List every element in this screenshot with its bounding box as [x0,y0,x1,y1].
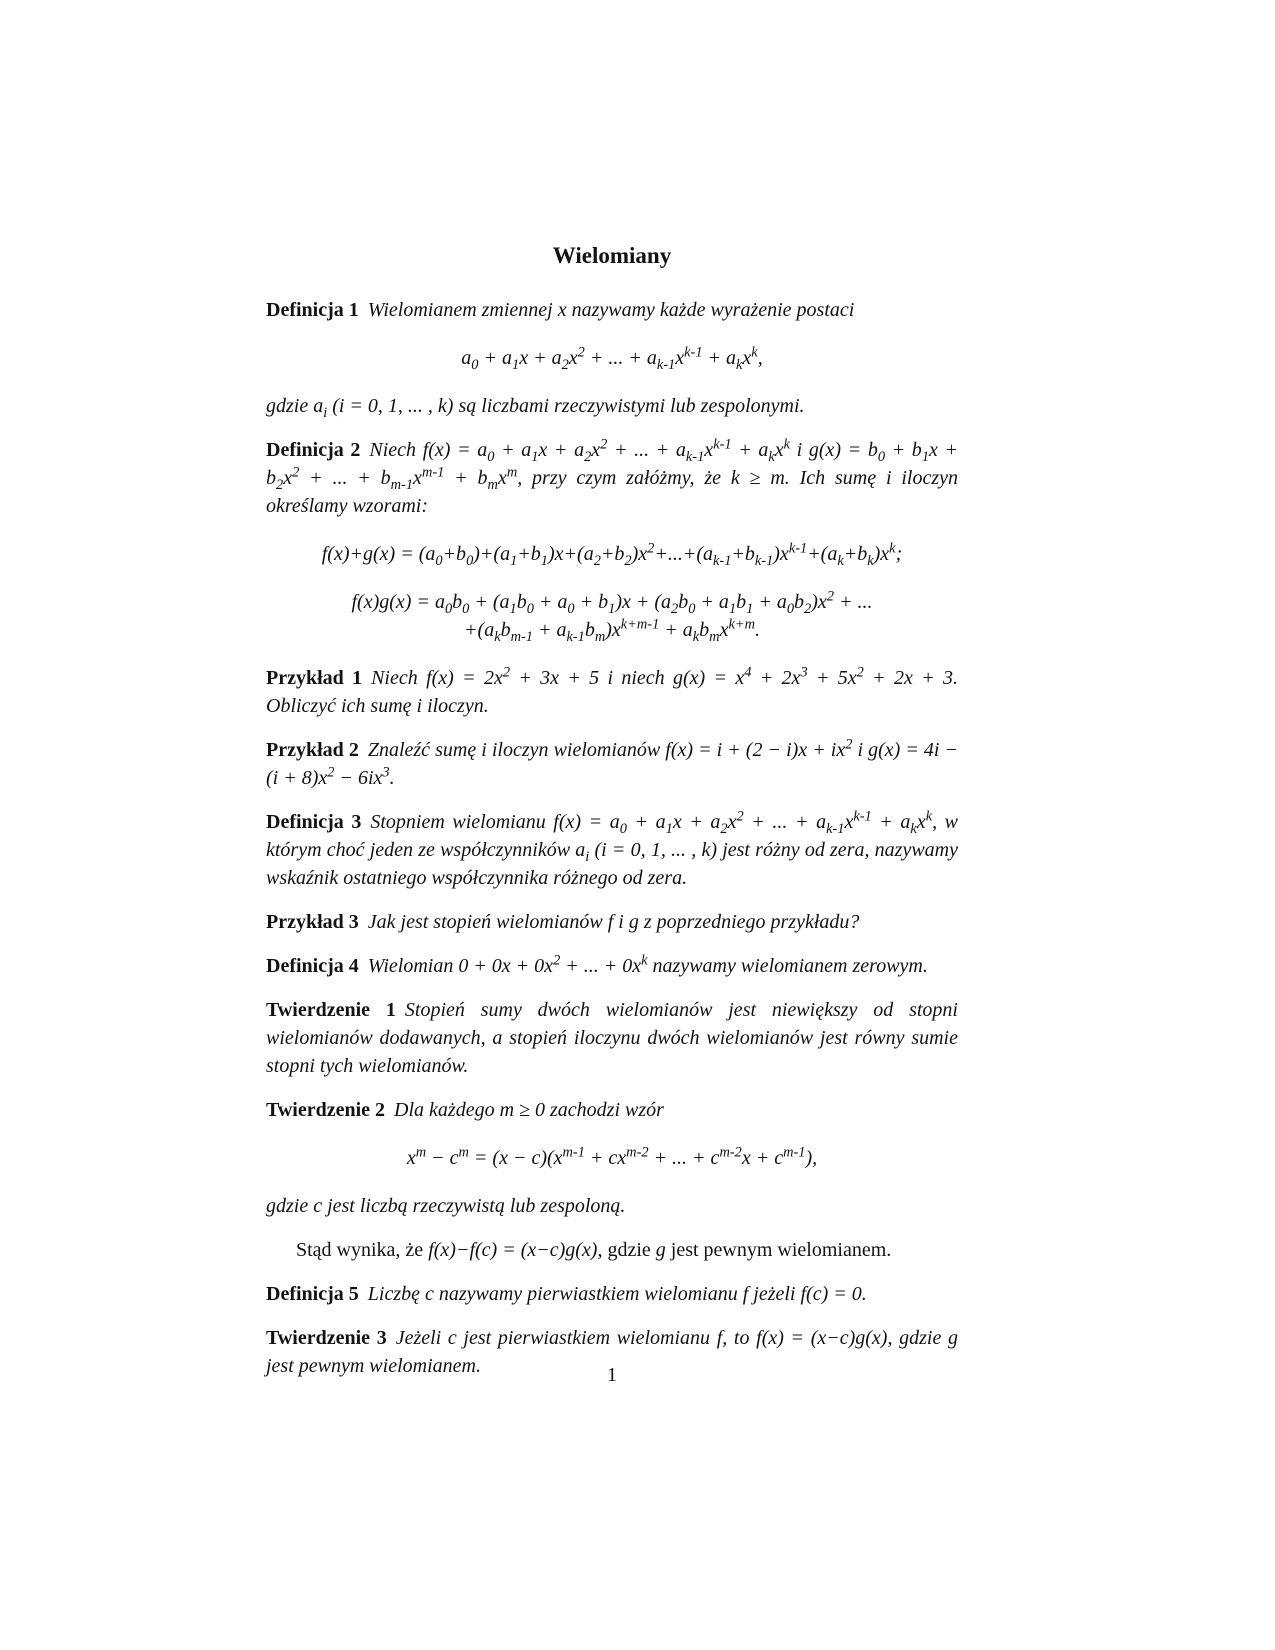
equation-line: $a_0 + a_1x + a_2x^2$ + ... + $a_{k-1}x^{k-1} + a_kx^k$, [461,344,763,373]
paragraph-label: Definicja 2 [266,439,361,461]
paragraph-label: Przykład 1 [266,667,363,689]
paragraph-label: Definicja 1 [266,299,359,321]
paragraph-text: Znaleźć sumę i iloczyn wielomianów $f(x) = i + (2 - i)x + ix^2$ i $g(x) = 4i - (i + 8)x^2 - 6ix^3$. [266,736,958,789]
paragraph-text: Niech $f(x) = 2x^2 + 3x + 5$ i niech $g(x) = x^4 + 2x^3 + 5x^2 + 2x + 3$. Obliczyć ich sumę i iloczyn. [266,664,959,717]
equation-line: $+(a_kb_{m-1} + a_{k-1}b_m)x^{k+m-1} + a_kb_mx^{k+m}$. [464,616,760,645]
document-blocks [266,296,958,1380]
paragraph [266,1192,958,1220]
paragraph-text: Stopień sumy dwóch wielomianów jest niewiększy od stopni wielomianów dodawanych, a stopień iloczynu dwóch wielomianów jest równy sumie stopni tych wielomianów. [266,999,958,1077]
display-equation [266,344,958,372]
paragraph-label: Przykład 2 [266,739,359,761]
paragraph-text: Niech $f(x) = a_0 + a_1x + a_2x^2$ + ... + $a_{k-1}x^{k-1} + a_kx^k$ i $g(x) = b_0 + b_1x + b_2x^2$ + ... + $b_{m-1}x^{m-1} + b_mx^m$, przy czym załóżmy, że k ≥ m. Ich sumę i iloczyn określamy wzorami: [266,436,959,517]
page-number: 1 [607,1364,617,1386]
paragraph-text: Wielomianem zmiennej x nazywamy każde wyrażenie postaci [367,299,855,321]
document-title: Wielomiany [552,243,672,268]
paragraph-label: Twierdzenie 2 [266,1099,386,1121]
paragraph-text: Jak jest stopień wielomianów f i g z poprzedniego przykładu? [367,911,860,933]
paragraph-text: Wielomian $0 + 0x + 0x^2$ + ... + $0x^k$ nazywamy wielomianem zerowym. [367,952,928,977]
paragraph [266,808,958,892]
paragraph [266,908,958,936]
display-equation [266,588,958,644]
paragraph [266,1280,958,1308]
paragraph [266,1096,958,1124]
paragraph-label: Twierdzenie 1 [266,999,396,1021]
display-equation [266,1144,958,1172]
equation-line: $f(x)g(x) = a_0b_0 + (a_1b_0 + a_0 + b_1)x + (a_2b_0 + a_1b_1 + a_0b_2)x^2$ + ... [351,588,873,617]
paragraph-label: Definicja 4 [266,955,359,977]
paragraph-text: Liczbę c nazywamy pierwiastkiem wielomianu f jeżeli f(c) = 0. [367,1283,867,1305]
paragraph [266,952,958,980]
paragraph [266,736,958,792]
paragraph-text: Dla każdego m ≥ 0 zachodzi wzór [394,1099,664,1121]
paragraph-label: Twierdzenie 3 [266,1327,387,1349]
paragraph [266,664,958,720]
equation-line: $x^m - c^m = (x - c)(x^{m-1} + cx^{m-2}$ + ... + $c^{m-2}x + c^{m-1}$), [406,1144,818,1169]
paragraph-text: Jeżeli c jest pierwiastkiem wielomianu f, to f(x) = (x−c)g(x), gdzie g jest pewnym wielomianem. [266,1327,958,1377]
paragraph [266,996,958,1080]
paragraph-text: gdzie c jest liczbą rzeczywistą lub zespoloną. [266,1195,626,1217]
paragraph [266,1236,958,1264]
equation-line: $f(x)+g(x) = (a_0+b_0)+(a_1+b_1)x+(a_2+b_2)x^2+...+(a_{k-1}+b_{k-1})x^{k-1}+(a_k+b_k)x^k$; [321,540,903,569]
display-equation [266,540,958,568]
paragraph-label: Definicja 3 [266,811,362,833]
paragraph-text: Stąd wynika, że f(x)−f(c) = (x−c)g(x), gdzie g jest pewnym wielomianem. [296,1239,892,1261]
paragraph [266,436,958,520]
paragraph-label: Przykład 3 [266,911,359,933]
paragraph-text: gdzie $a_i$ (i = 0, 1, ... , k) są liczbami rzeczywistymi lub zespolonymi. [266,395,805,421]
paragraph [266,296,958,324]
paragraph-text: Stopniem wielomianu $f(x) = a_0 + a_1x + a_2x^2$ + ... + $a_{k-1}x^{k-1} + a_kx^k$, w którym choć jeden ze współczynników $a_i$ (i = 0, 1, ... , k) jest różny od zera, nazywamy wskaźnik ostatniego współczynnika różnego od zera. [266,808,959,889]
paragraph [266,392,958,420]
document-content [266,242,958,1396]
paragraph-label: Definicja 5 [266,1283,359,1305]
